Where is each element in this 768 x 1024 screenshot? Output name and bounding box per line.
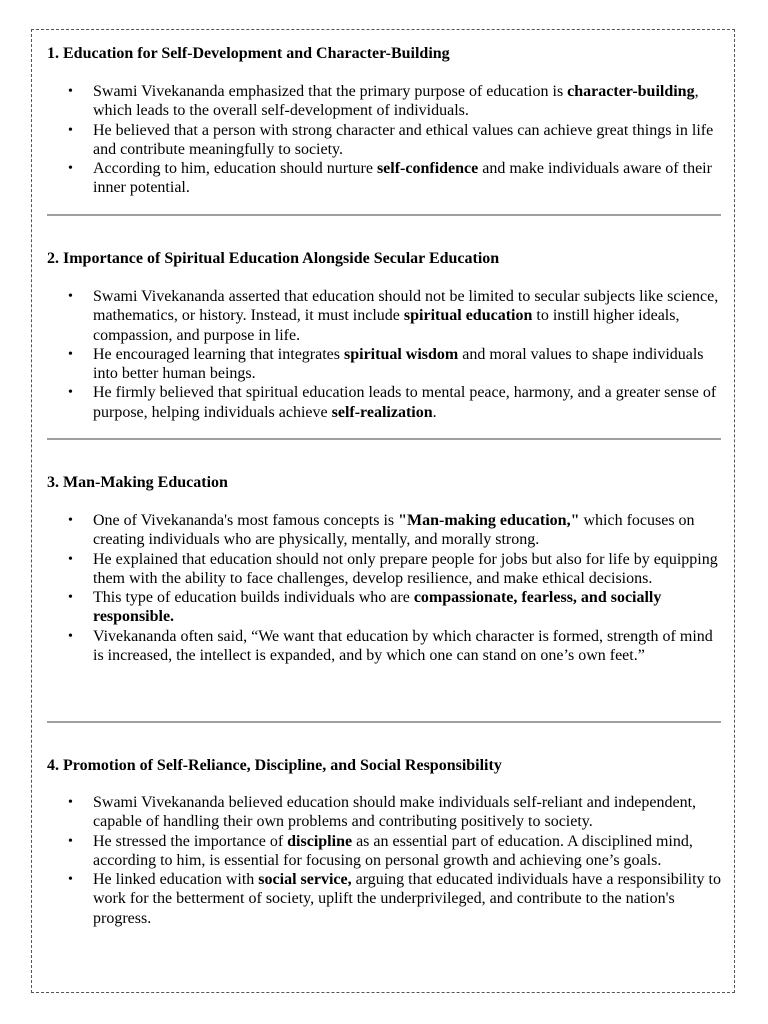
section-heading: 1. Education for Self-Development and Character-Building <box>47 45 450 62</box>
bullet-item <box>47 793 727 832</box>
bullet-text: Swami Vivekananda emphasized that the primary purpose of education is <box>93 83 568 100</box>
section-divider <box>47 721 721 723</box>
bullet-text: , which leads to the overall self-development of individuals. <box>93 83 699 120</box>
bullet-text: as an essential part of education. A disciplined mind, according to him, is essential for focusing on personal growth and achieving one’s goals. <box>93 832 693 869</box>
bullet-text: He linked education with <box>93 871 259 889</box>
bullet-emphasis: spiritual education <box>403 307 533 325</box>
bullet-emphasis: compassionate, fearless, and socially responsible. <box>93 589 662 626</box>
bullet-item <box>47 870 727 928</box>
bullet-item <box>47 832 727 871</box>
section-divider <box>47 214 721 216</box>
bullet-item <box>47 511 727 550</box>
section-divider <box>47 438 721 440</box>
bullet-text: He firmly believed that spiritual education leads to mental peace, harmony, and a greater sense of purpose, helping individuals achieve <box>93 384 717 421</box>
bullet-text: He encouraged learning that integrates <box>93 345 344 363</box>
bullet-text: This type of education builds individuals who are <box>93 589 414 607</box>
bullet-text: He believed that a person with strong character and ethical values can achieve great things in life and contribute meaningfully to society. <box>93 121 714 158</box>
bullet-list <box>47 82 727 198</box>
bullet-emphasis: spiritual wisdom <box>344 345 459 363</box>
section-heading: 3. Man-Making Education <box>47 474 228 491</box>
bullet-item <box>47 287 727 345</box>
bullet-item <box>47 82 727 121</box>
bullet-item <box>47 550 727 589</box>
bullet-emphasis: social service, <box>258 871 352 889</box>
bullet-text: which focuses on creating individuals who are physically, mentally, and morally strong. <box>93 512 695 549</box>
bullet-text: He explained that education should not only prepare people for jobs but also for life by equipping them with the ability to face challenges, develop resilience, and make ethical decisions. <box>93 550 718 587</box>
bullet-emphasis: character-building <box>567 83 695 100</box>
bullet-list <box>47 793 727 928</box>
bullet-text: Swami Vivekananda believed education should make individuals self-reliant and independent, capable of handling their own problems and contributing positively to society. <box>93 794 697 831</box>
bullet-emphasis: discipline <box>287 832 353 850</box>
bullet-item <box>47 345 727 384</box>
bullet-text: According to him, education should nurture <box>93 160 377 178</box>
bullet-item <box>47 383 727 422</box>
bullet-text: He stressed the importance of <box>93 832 288 850</box>
bullet-item <box>47 121 727 160</box>
bullet-item <box>47 588 727 627</box>
bullet-text: and moral values to shape individuals into better human beings. <box>93 345 704 383</box>
bullet-text: Swami Vivekananda asserted that education should not be limited to secular subjects like science, mathematics, or history. Instead, it must include <box>93 288 719 325</box>
section-heading: 2. Importance of Spiritual Education Alongside Secular Education <box>47 250 500 267</box>
bullet-emphasis: "Man-making education," <box>398 512 580 529</box>
bullet-item <box>47 159 727 198</box>
bullet-item <box>47 627 727 666</box>
bullet-text: Vivekananda often said, “We want that education by which character is formed, strength of mind is increased, the intellect is expanded, and by which one can stand on one’s own feet.” <box>93 627 713 665</box>
bullet-text: to instill higher ideals, compassion, and purpose in life. <box>93 307 680 344</box>
bullet-text: and make individuals aware of their inner potential. <box>93 160 712 197</box>
bullet-list <box>47 287 727 422</box>
bullet-emphasis: self-confidence <box>376 160 479 178</box>
bullet-emphasis: self-realization <box>331 403 433 421</box>
bullet-text: One of Vivekananda's most famous concepts is <box>93 512 399 529</box>
section-heading: 4. Promotion of Self-Reliance, Discipline, and Social Responsibility <box>47 757 502 774</box>
bullet-list <box>47 511 727 665</box>
bullet-text: arguing that educated individuals have a responsibility to work for the betterment of society, uplift the underprivileged, and contribute to the nation's progress. <box>93 871 721 927</box>
bullet-text: . <box>432 403 437 421</box>
